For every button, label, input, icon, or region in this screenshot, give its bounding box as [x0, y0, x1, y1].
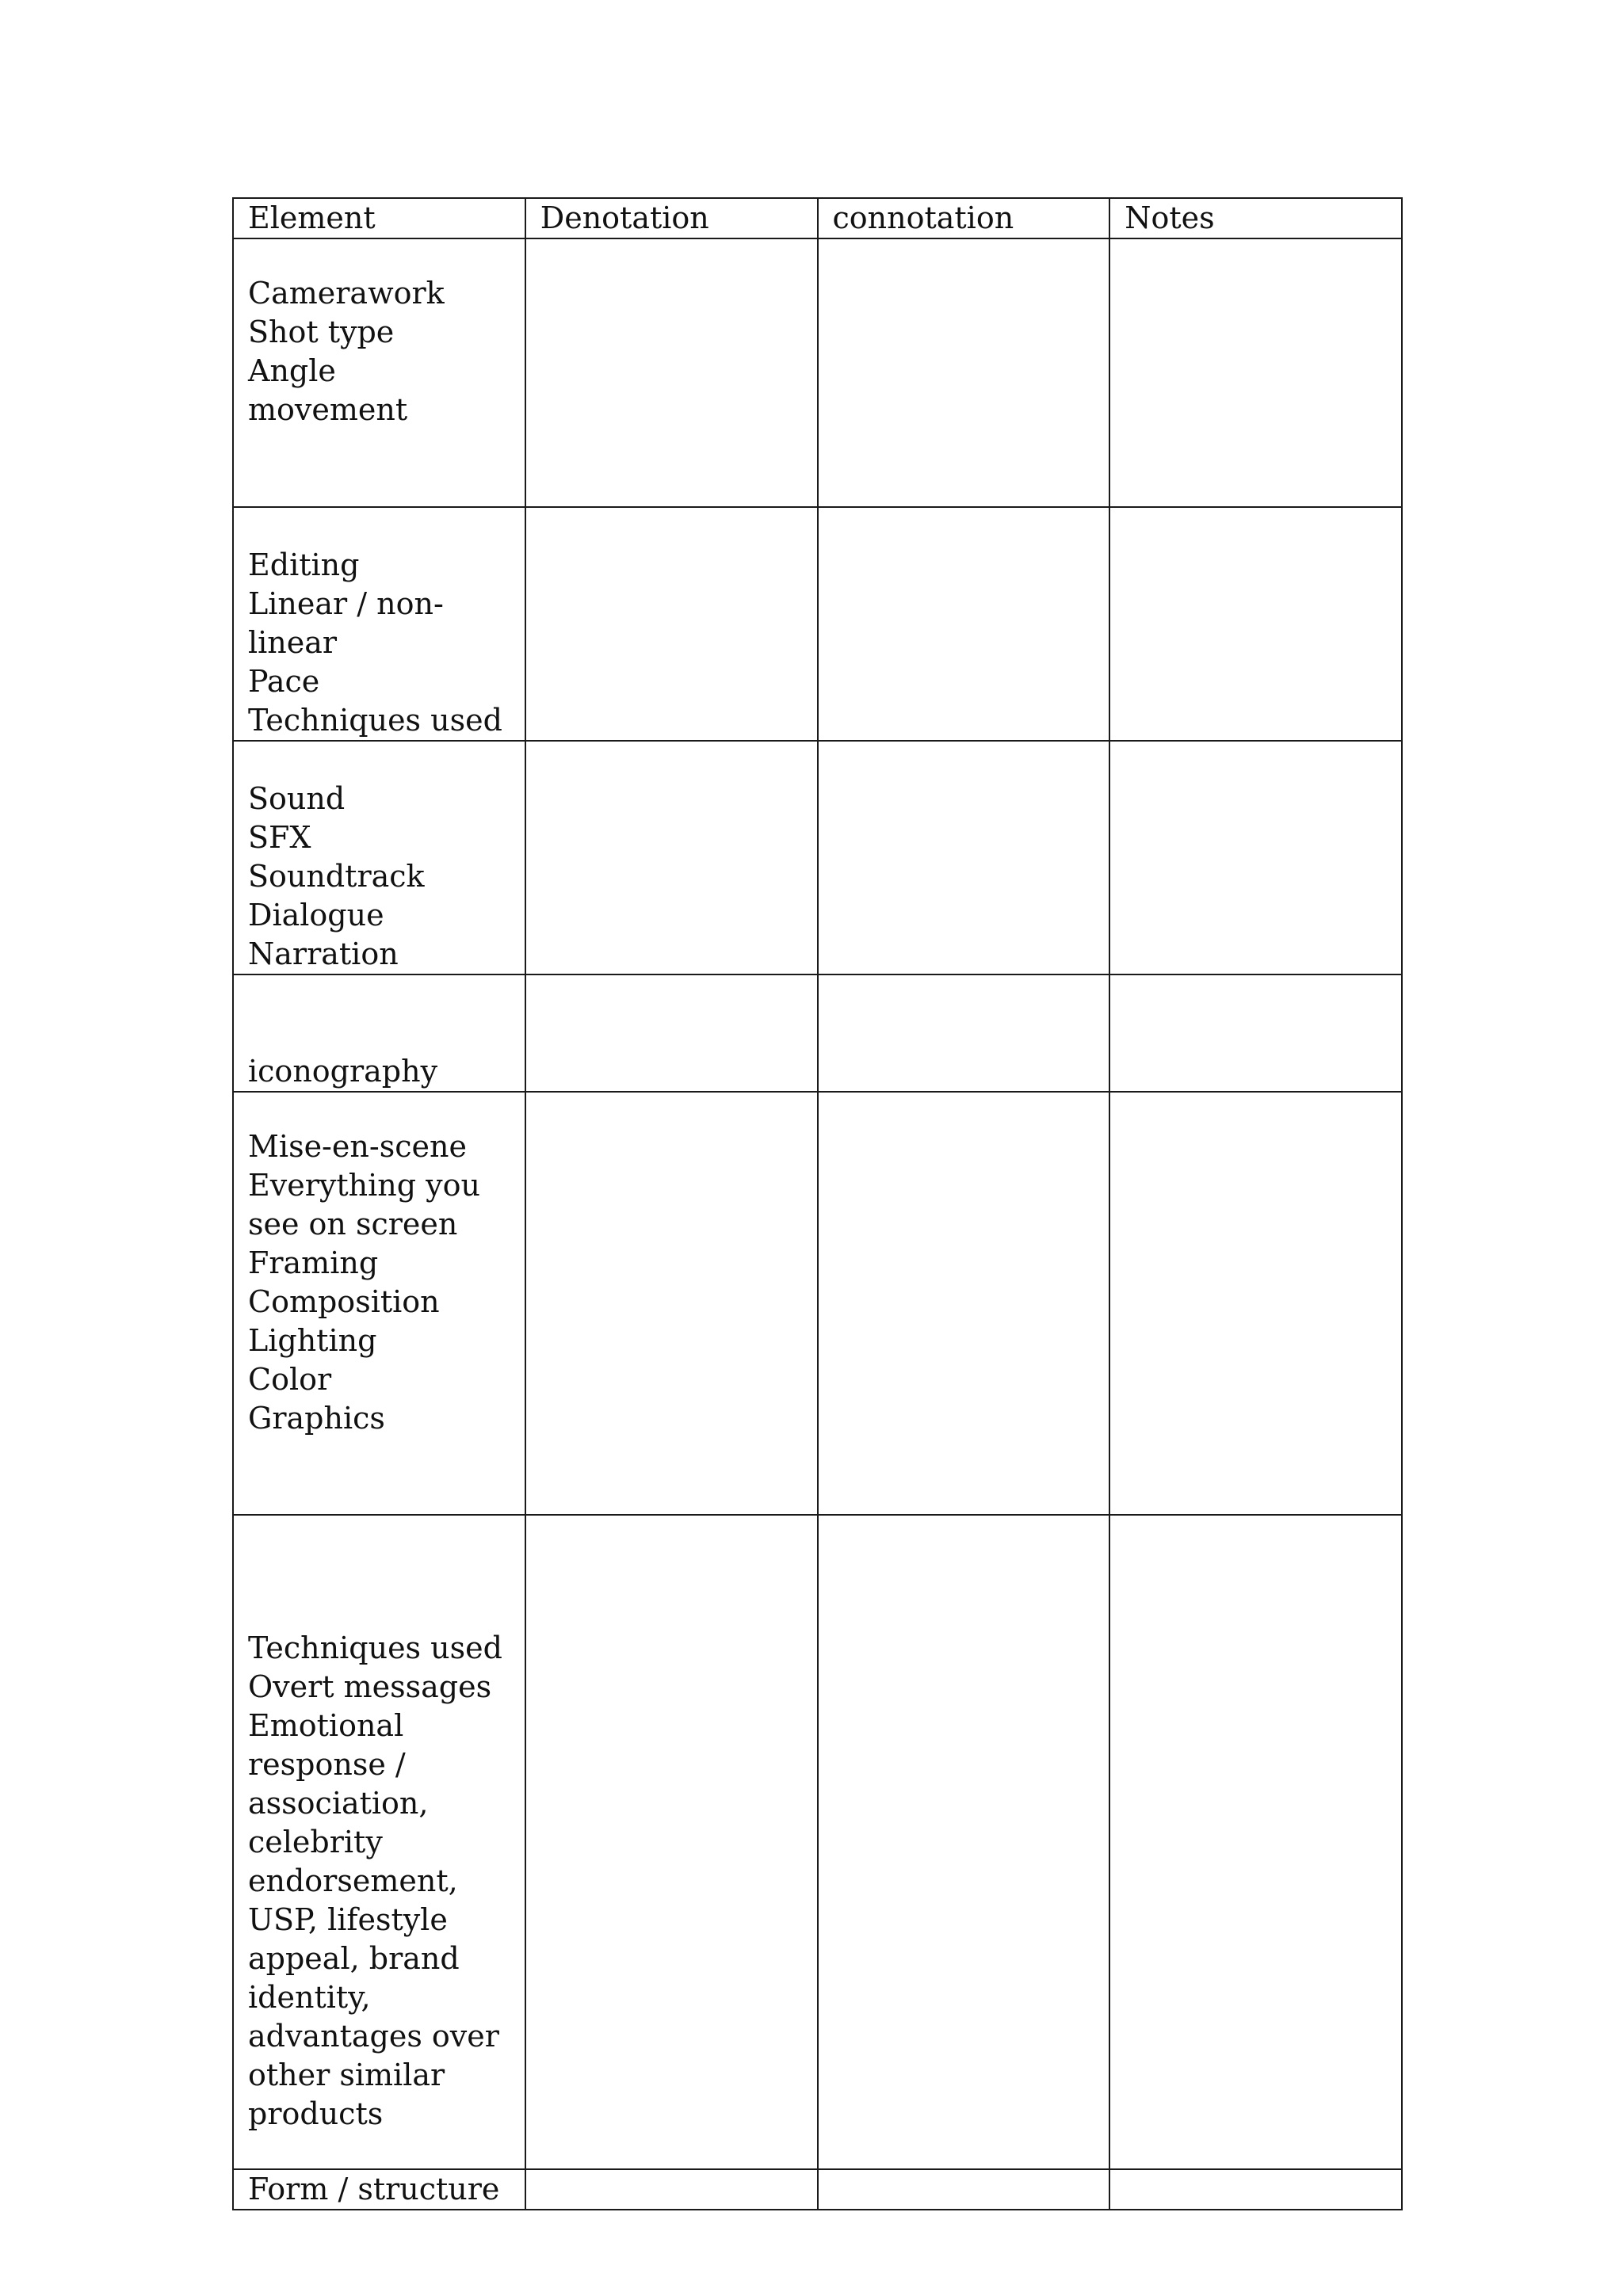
- table-row: [233, 974, 1402, 1092]
- row-form-structure-element: Form / structure: [233, 2169, 525, 2210]
- notes-cell[interactable]: [1109, 2169, 1402, 2210]
- header-element: Element: [233, 198, 525, 238]
- connotation-cell[interactable]: [818, 741, 1110, 974]
- notes-cell[interactable]: [1109, 741, 1402, 974]
- denotation-cell[interactable]: [525, 974, 818, 1092]
- notes-cell[interactable]: [1109, 974, 1402, 1092]
- connotation-cell[interactable]: [818, 2169, 1110, 2210]
- analysis-table: [232, 197, 1403, 2210]
- denotation-cell[interactable]: [525, 1515, 818, 2169]
- denotation-cell[interactable]: [525, 507, 818, 741]
- table-row: [233, 238, 1402, 507]
- header-notes: Notes: [1109, 198, 1402, 238]
- connotation-cell[interactable]: [818, 507, 1110, 741]
- connotation-cell[interactable]: [818, 238, 1110, 507]
- row-editing-element: Editing Linear / non- linear Pace Techniques used: [233, 507, 525, 741]
- row-mise-en-scene-element: Mise-en-scene Everything you see on screen Framing Composition Lighting Color Graphics: [233, 1092, 525, 1515]
- table-row: [233, 1092, 1402, 1515]
- notes-cell[interactable]: [1109, 238, 1402, 507]
- notes-cell[interactable]: [1109, 1092, 1402, 1515]
- table-row: [233, 1515, 1402, 2169]
- header-denotation: Denotation: [525, 198, 818, 238]
- connotation-cell[interactable]: [818, 1092, 1110, 1515]
- row-camerawork-element: Camerawork Shot type Angle movement: [233, 238, 525, 507]
- table-row: [233, 507, 1402, 741]
- header-connotation: connotation: [818, 198, 1110, 238]
- notes-cell[interactable]: [1109, 1515, 1402, 2169]
- denotation-cell[interactable]: [525, 1092, 818, 1515]
- table-header-row: [233, 198, 1402, 238]
- row-sound-element: Sound SFX Soundtrack Dialogue Narration: [233, 741, 525, 974]
- connotation-cell[interactable]: [818, 1515, 1110, 2169]
- notes-cell[interactable]: [1109, 507, 1402, 741]
- row-iconography-element: iconography: [233, 974, 525, 1092]
- row-techniques-element: Techniques used Overt messages Emotional response / association, celebrity endorsement, USP, lifestyle appeal, brand identity, advantages over other similar products: [233, 1515, 525, 2169]
- table-row: [233, 2169, 1402, 2210]
- denotation-cell[interactable]: [525, 2169, 818, 2210]
- denotation-cell[interactable]: [525, 238, 818, 507]
- table-row: [233, 741, 1402, 974]
- denotation-cell[interactable]: [525, 741, 818, 974]
- connotation-cell[interactable]: [818, 974, 1110, 1092]
